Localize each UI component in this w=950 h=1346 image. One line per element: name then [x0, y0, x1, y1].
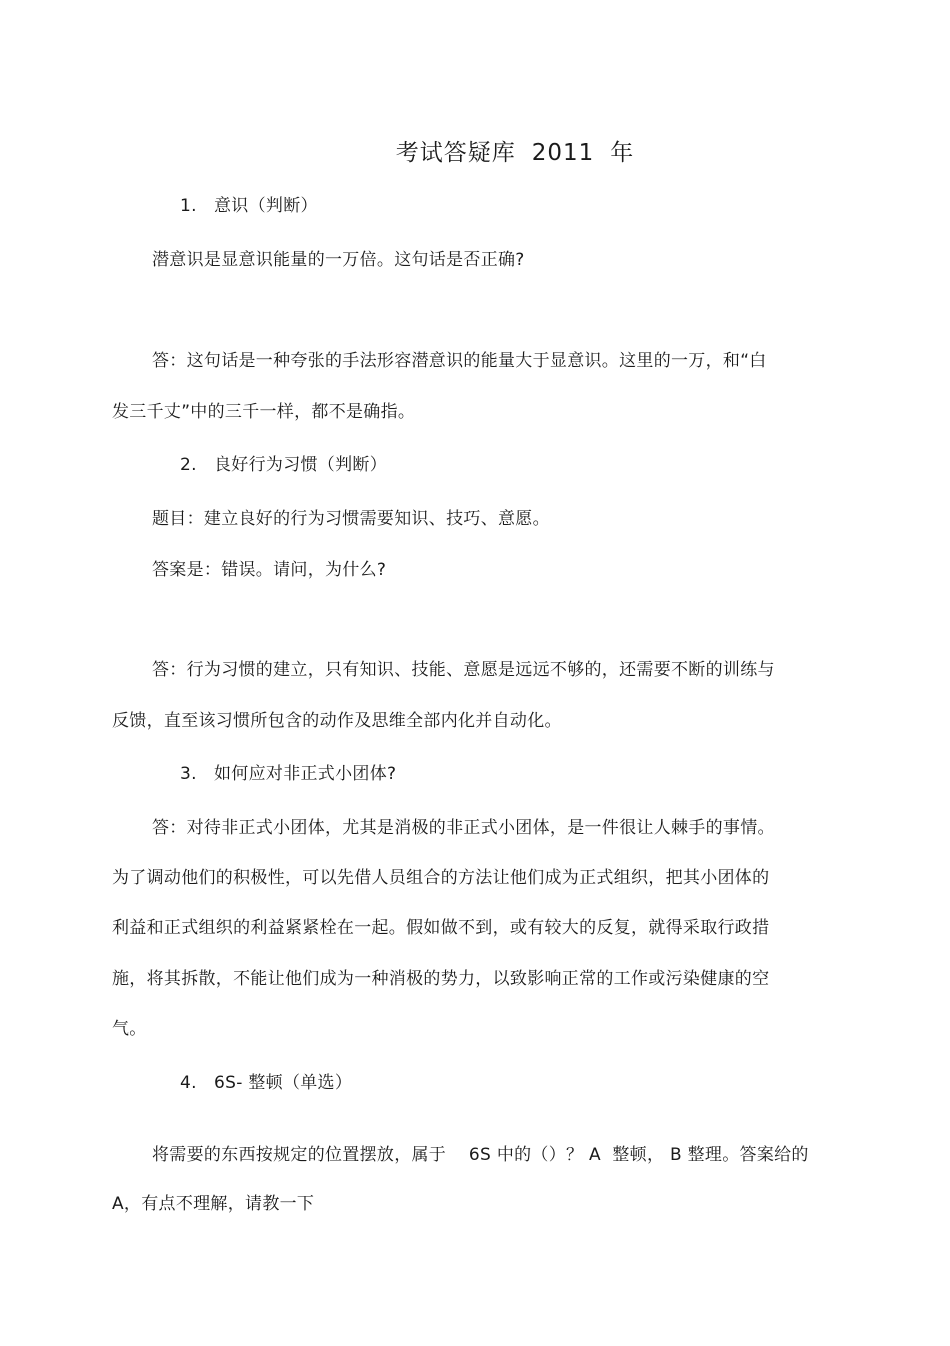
paragraph-line: 为了调动他们的积极性，可以先借人员组合的方法让他们成为正式组织，把其小团体的: [112, 868, 770, 888]
section-number: 1.: [180, 196, 197, 216]
paragraph-line: 题目：建立良好的行为习惯需要知识、技巧、意愿。: [152, 509, 550, 529]
page-title: [0, 134, 950, 167]
section-heading-text: 良好行为习惯（判断）: [214, 455, 387, 475]
section-heading-text: 如何应对非正式小团体?: [214, 764, 397, 784]
section-heading-text: 6S- 整顿（单选）: [214, 1073, 353, 1093]
paragraph-line: A，有点不理解，请教一下: [112, 1194, 315, 1214]
section-heading-text: 意识（判断）: [214, 196, 318, 216]
paragraph-line: 施，将其拆散，不能让他们成为一种消极的势力，以致影响正常的工作或污染健康的空: [112, 969, 770, 989]
paragraph-line: 答：对待非正式小团体，尤其是消极的非正式小团体，是一件很让人棘手的事情。: [152, 818, 775, 838]
paragraph-line: 答：行为习惯的建立，只有知识、技能、意愿是远远不够的，还需要不断的训练与: [152, 660, 775, 680]
title-year: 2011: [531, 140, 595, 166]
title-suffix: 年: [610, 140, 635, 166]
section-number: 2.: [180, 455, 197, 475]
paragraph-line: 气。: [112, 1019, 147, 1039]
title-main: 考试答疑库: [395, 140, 516, 166]
section-number: 3.: [180, 764, 197, 784]
section-heading: [180, 759, 396, 784]
section-heading: [180, 1068, 352, 1093]
paragraph-line: 答：这句话是一种夸张的手法形容潜意识的能量大于显意识。这里的一万，和“白: [152, 351, 767, 371]
paragraph-line: 将需要的东西按规定的位置摆放，属于 6S 中的（）？ A 整顿， B 整理。答案给的: [152, 1145, 809, 1165]
section-heading: [180, 450, 387, 475]
section-heading: [180, 191, 318, 216]
section-number: 4.: [180, 1073, 197, 1093]
paragraph-line: 反馈，直至该习惯所包含的动作及思维全部内化并自动化。: [112, 711, 562, 731]
paragraph-line: 发三千丈”中的三千一样，都不是确指。: [112, 402, 416, 422]
paragraph-line: 利益和正式组织的利益紧紧栓在一起。假如做不到，或有较大的反复，就得采取行政措: [112, 918, 770, 938]
paragraph-line: 答案是：错误。请问，为什么?: [152, 560, 387, 580]
paragraph-line: 潜意识是显意识能量的一万倍。这句话是否正确?: [152, 250, 525, 270]
